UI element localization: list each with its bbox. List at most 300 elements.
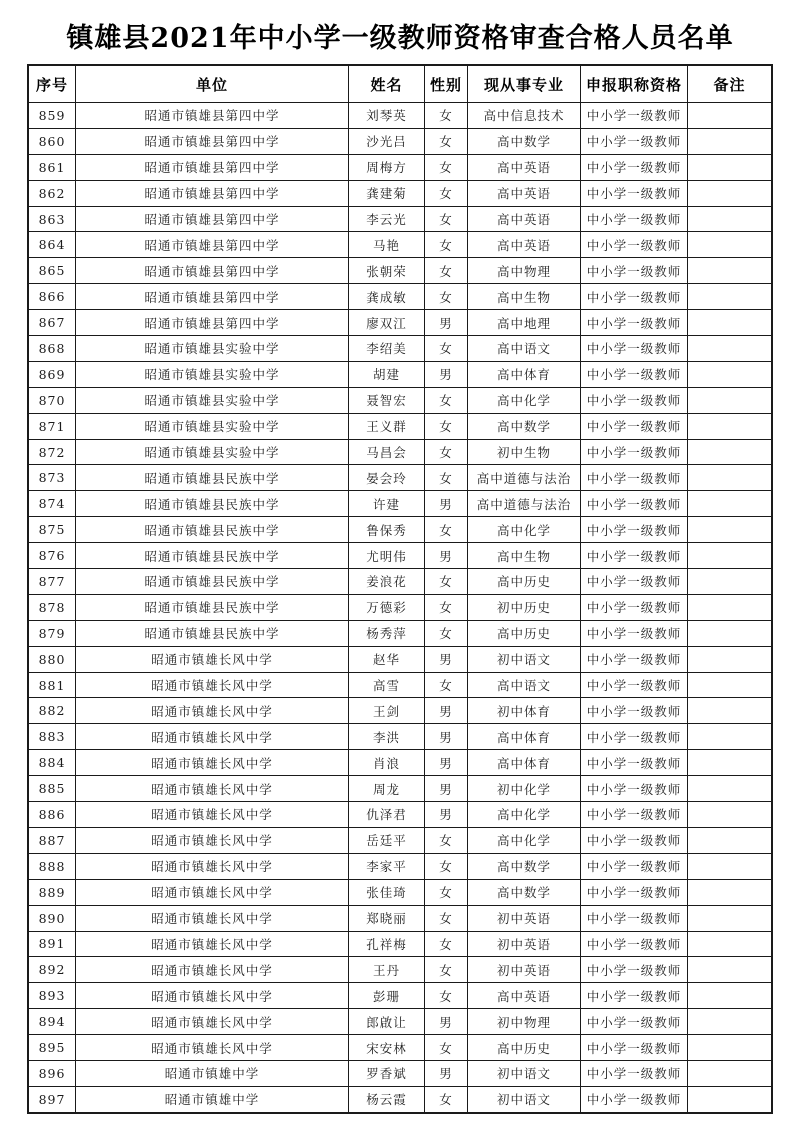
table-row: [28, 336, 772, 362]
table-row: [28, 905, 772, 931]
cell-remark: [688, 931, 773, 957]
cell-major: 高中英语: [468, 232, 581, 258]
cell-remark: [688, 180, 773, 206]
table-row: [28, 284, 772, 310]
cell-title: 中小学一级教师: [581, 465, 688, 491]
cell-unit: 昭通市镇雄县民族中学: [76, 620, 349, 646]
cell-gender: 女: [425, 879, 468, 905]
cell-unit: 昭通市镇雄长风中学: [76, 724, 349, 750]
cell-remark: [688, 387, 773, 413]
cell-unit: 昭通市镇雄县第四中学: [76, 154, 349, 180]
cell-unit: 昭通市镇雄中学: [76, 1060, 349, 1086]
cell-no: 887: [28, 827, 76, 853]
cell-gender: 女: [425, 517, 468, 543]
cell-no: 877: [28, 569, 76, 595]
cell-gender: 女: [425, 387, 468, 413]
cell-gender: 男: [425, 646, 468, 672]
cell-gender: 女: [425, 465, 468, 491]
cell-title: 中小学一级教师: [581, 413, 688, 439]
cell-remark: [688, 413, 773, 439]
cell-no: 878: [28, 594, 76, 620]
cell-title: 中小学一级教师: [581, 387, 688, 413]
cell-gender: 女: [425, 569, 468, 595]
cell-major: 初中生物: [468, 439, 581, 465]
cell-name: 沙光吕: [349, 128, 425, 154]
cell-name: 龚建菊: [349, 180, 425, 206]
cell-title: 中小学一级教师: [581, 698, 688, 724]
cell-name: 张佳琦: [349, 879, 425, 905]
cell-remark: [688, 620, 773, 646]
cell-name: 马艳: [349, 232, 425, 258]
cell-gender: 男: [425, 802, 468, 828]
cell-title: 中小学一级教师: [581, 724, 688, 750]
table-row: [28, 180, 772, 206]
cell-title: 中小学一级教师: [581, 827, 688, 853]
cell-name: 宋安林: [349, 1035, 425, 1061]
cell-remark: [688, 879, 773, 905]
cell-name: 李洪: [349, 724, 425, 750]
cell-name: 姜浪花: [349, 569, 425, 595]
cell-no: 862: [28, 180, 76, 206]
cell-no: 861: [28, 154, 76, 180]
cell-major: 高中化学: [468, 827, 581, 853]
column-header-major: 现从事专业: [468, 65, 581, 103]
table-row: [28, 672, 772, 698]
cell-no: 865: [28, 258, 76, 284]
table-row: [28, 827, 772, 853]
cell-name: 聂智宏: [349, 387, 425, 413]
cell-title: 中小学一级教师: [581, 802, 688, 828]
cell-remark: [688, 517, 773, 543]
cell-gender: 男: [425, 1060, 468, 1086]
cell-remark: [688, 750, 773, 776]
cell-gender: 女: [425, 180, 468, 206]
cell-major: 初中英语: [468, 905, 581, 931]
cell-name: 孔祥梅: [349, 931, 425, 957]
cell-gender: 男: [425, 776, 468, 802]
cell-remark: [688, 1086, 773, 1112]
cell-name: 晏会玲: [349, 465, 425, 491]
cell-major: 初中英语: [468, 957, 581, 983]
cell-remark: [688, 957, 773, 983]
column-header-gender: 性别: [425, 65, 468, 103]
cell-title: 中小学一级教师: [581, 1086, 688, 1112]
cell-major: 高中体育: [468, 724, 581, 750]
cell-unit: 昭通市镇雄县第四中学: [76, 258, 349, 284]
cell-name: 岳廷平: [349, 827, 425, 853]
cell-unit: 昭通市镇雄县第四中学: [76, 284, 349, 310]
cell-major: 高中英语: [468, 180, 581, 206]
cell-remark: [688, 491, 773, 517]
cell-unit: 昭通市镇雄县实验中学: [76, 413, 349, 439]
cell-gender: 女: [425, 103, 468, 129]
cell-title: 中小学一级教师: [581, 1035, 688, 1061]
table-row: [28, 698, 772, 724]
cell-name: 刘琴英: [349, 103, 425, 129]
cell-unit: 昭通市镇雄县第四中学: [76, 103, 349, 129]
cell-no: 872: [28, 439, 76, 465]
cell-gender: 男: [425, 1009, 468, 1035]
page-title: 镇雄县2021年中小学一级教师资格审查合格人员名单: [66, 23, 734, 54]
cell-major: 初中体育: [468, 698, 581, 724]
cell-gender: 男: [425, 750, 468, 776]
cell-title: 中小学一级教师: [581, 957, 688, 983]
cell-title: 中小学一级教师: [581, 931, 688, 957]
table-row: [28, 465, 772, 491]
table-row: [28, 543, 772, 569]
cell-title: 中小学一级教师: [581, 672, 688, 698]
cell-remark: [688, 103, 773, 129]
cell-major: 高中英语: [468, 206, 581, 232]
cell-no: 869: [28, 361, 76, 387]
cell-major: 高中生物: [468, 284, 581, 310]
cell-unit: 昭通市镇雄长风中学: [76, 1009, 349, 1035]
cell-gender: 男: [425, 543, 468, 569]
cell-remark: [688, 853, 773, 879]
cell-title: 中小学一级教师: [581, 284, 688, 310]
cell-major: 高中数学: [468, 128, 581, 154]
cell-name: 高雪: [349, 672, 425, 698]
cell-remark: [688, 232, 773, 258]
cell-unit: 昭通市镇雄长风中学: [76, 776, 349, 802]
cell-name: 马昌会: [349, 439, 425, 465]
cell-major: 高中化学: [468, 517, 581, 543]
cell-unit: 昭通市镇雄长风中学: [76, 879, 349, 905]
table-row: [28, 594, 772, 620]
cell-remark: [688, 983, 773, 1009]
cell-name: 肖浪: [349, 750, 425, 776]
cell-major: 初中物理: [468, 1009, 581, 1035]
table-row: [28, 1035, 772, 1061]
cell-no: 863: [28, 206, 76, 232]
cell-unit: 昭通市镇雄县民族中学: [76, 543, 349, 569]
cell-gender: 女: [425, 931, 468, 957]
cell-no: 875: [28, 517, 76, 543]
cell-no: 884: [28, 750, 76, 776]
cell-unit: 昭通市镇雄长风中学: [76, 698, 349, 724]
cell-major: 高中数学: [468, 413, 581, 439]
cell-name: 李绍美: [349, 336, 425, 362]
cell-unit: 昭通市镇雄长风中学: [76, 905, 349, 931]
table-row: [28, 569, 772, 595]
cell-gender: 女: [425, 620, 468, 646]
cell-unit: 昭通市镇雄县民族中学: [76, 594, 349, 620]
cell-name: 仇泽君: [349, 802, 425, 828]
cell-name: 万德彩: [349, 594, 425, 620]
cell-unit: 昭通市镇雄长风中学: [76, 983, 349, 1009]
cell-major: 高中英语: [468, 154, 581, 180]
column-header-remark: 备注: [688, 65, 773, 103]
cell-unit: 昭通市镇雄县实验中学: [76, 336, 349, 362]
table-row: [28, 439, 772, 465]
cell-title: 中小学一级教师: [581, 517, 688, 543]
cell-gender: 女: [425, 672, 468, 698]
cell-unit: 昭通市镇雄县第四中学: [76, 206, 349, 232]
cell-no: 864: [28, 232, 76, 258]
table-row: [28, 646, 772, 672]
table-row: [28, 387, 772, 413]
cell-major: 高中化学: [468, 802, 581, 828]
cell-major: 高中语文: [468, 672, 581, 698]
cell-no: 894: [28, 1009, 76, 1035]
cell-remark: [688, 827, 773, 853]
cell-gender: 女: [425, 206, 468, 232]
cell-remark: [688, 1060, 773, 1086]
cell-gender: 男: [425, 361, 468, 387]
cell-major: 初中化学: [468, 776, 581, 802]
cell-name: 王剑: [349, 698, 425, 724]
cell-title: 中小学一级教师: [581, 361, 688, 387]
cell-remark: [688, 284, 773, 310]
cell-title: 中小学一级教师: [581, 1009, 688, 1035]
cell-unit: 昭通市镇雄县民族中学: [76, 517, 349, 543]
cell-gender: 女: [425, 983, 468, 1009]
column-header-unit: 单位: [76, 65, 349, 103]
cell-no: 868: [28, 336, 76, 362]
cell-gender: 女: [425, 827, 468, 853]
cell-no: 879: [28, 620, 76, 646]
cell-title: 中小学一级教师: [581, 180, 688, 206]
cell-name: 张朝荣: [349, 258, 425, 284]
cell-remark: [688, 802, 773, 828]
cell-major: 高中语文: [468, 336, 581, 362]
cell-name: 郎啟让: [349, 1009, 425, 1035]
cell-remark: [688, 128, 773, 154]
table-row: [28, 128, 772, 154]
cell-major: 高中数学: [468, 853, 581, 879]
cell-unit: 昭通市镇雄县第四中学: [76, 180, 349, 206]
cell-no: 880: [28, 646, 76, 672]
cell-gender: 女: [425, 258, 468, 284]
cell-gender: 女: [425, 1035, 468, 1061]
cell-gender: 女: [425, 905, 468, 931]
cell-remark: [688, 698, 773, 724]
cell-no: 891: [28, 931, 76, 957]
table-row: [28, 154, 772, 180]
cell-unit: 昭通市镇雄长风中学: [76, 802, 349, 828]
cell-title: 中小学一级教师: [581, 439, 688, 465]
cell-title: 中小学一级教师: [581, 879, 688, 905]
cell-remark: [688, 1035, 773, 1061]
table-row: [28, 1086, 772, 1112]
cell-remark: [688, 724, 773, 750]
cell-title: 中小学一级教师: [581, 569, 688, 595]
cell-no: 870: [28, 387, 76, 413]
cell-no: 866: [28, 284, 76, 310]
cell-major: 高中生物: [468, 543, 581, 569]
cell-remark: [688, 672, 773, 698]
cell-no: 886: [28, 802, 76, 828]
cell-gender: 男: [425, 310, 468, 336]
cell-no: 889: [28, 879, 76, 905]
cell-title: 中小学一级教师: [581, 206, 688, 232]
table-row: [28, 983, 772, 1009]
cell-title: 中小学一级教师: [581, 258, 688, 284]
cell-no: 882: [28, 698, 76, 724]
cell-gender: 女: [425, 413, 468, 439]
cell-name: 彭珊: [349, 983, 425, 1009]
table-row: [28, 206, 772, 232]
cell-no: 893: [28, 983, 76, 1009]
cell-major: 高中信息技术: [468, 103, 581, 129]
cell-gender: 男: [425, 491, 468, 517]
cell-unit: 昭通市镇雄县民族中学: [76, 569, 349, 595]
cell-remark: [688, 439, 773, 465]
cell-gender: 女: [425, 232, 468, 258]
cell-major: 高中数学: [468, 879, 581, 905]
column-header-name: 姓名: [349, 65, 425, 103]
cell-major: 初中历史: [468, 594, 581, 620]
cell-unit: 昭通市镇雄长风中学: [76, 931, 349, 957]
cell-gender: 男: [425, 724, 468, 750]
cell-name: 赵华: [349, 646, 425, 672]
cell-remark: [688, 336, 773, 362]
cell-title: 中小学一级教师: [581, 232, 688, 258]
cell-no: 881: [28, 672, 76, 698]
cell-name: 杨秀萍: [349, 620, 425, 646]
column-header-title: 申报职称资格: [581, 65, 688, 103]
cell-major: 高中体育: [468, 750, 581, 776]
table-row: [28, 750, 772, 776]
cell-title: 中小学一级教师: [581, 128, 688, 154]
cell-unit: 昭通市镇雄县第四中学: [76, 310, 349, 336]
cell-gender: 女: [425, 336, 468, 362]
cell-no: 883: [28, 724, 76, 750]
cell-unit: 昭通市镇雄县第四中学: [76, 232, 349, 258]
cell-major: 初中语文: [468, 1060, 581, 1086]
cell-title: 中小学一级教师: [581, 905, 688, 931]
table-row: [28, 491, 772, 517]
cell-remark: [688, 361, 773, 387]
cell-major: 高中道德与法治: [468, 491, 581, 517]
cell-title: 中小学一级教师: [581, 983, 688, 1009]
cell-unit: 昭通市镇雄长风中学: [76, 957, 349, 983]
cell-title: 中小学一级教师: [581, 1060, 688, 1086]
cell-name: 鲁保秀: [349, 517, 425, 543]
table-row: [28, 103, 772, 129]
roster-table: [27, 64, 773, 1114]
cell-major: 高中历史: [468, 620, 581, 646]
cell-no: 873: [28, 465, 76, 491]
cell-name: 周龙: [349, 776, 425, 802]
table-row: [28, 232, 772, 258]
cell-title: 中小学一级教师: [581, 103, 688, 129]
cell-gender: 女: [425, 1086, 468, 1112]
cell-title: 中小学一级教师: [581, 594, 688, 620]
cell-gender: 女: [425, 853, 468, 879]
cell-remark: [688, 1009, 773, 1035]
cell-no: 885: [28, 776, 76, 802]
table-row: [28, 620, 772, 646]
cell-major: 高中物理: [468, 258, 581, 284]
table-row: [28, 258, 772, 284]
cell-gender: 女: [425, 284, 468, 310]
cell-major: 高中体育: [468, 361, 581, 387]
cell-name: 李家平: [349, 853, 425, 879]
cell-name: 郑晓丽: [349, 905, 425, 931]
cell-title: 中小学一级教师: [581, 543, 688, 569]
table-body: [28, 103, 772, 1113]
cell-name: 尤明伟: [349, 543, 425, 569]
cell-no: 876: [28, 543, 76, 569]
cell-gender: 女: [425, 594, 468, 620]
cell-remark: [688, 543, 773, 569]
cell-gender: 女: [425, 957, 468, 983]
cell-major: 高中道德与法治: [468, 465, 581, 491]
cell-name: 王义群: [349, 413, 425, 439]
cell-name: 李云光: [349, 206, 425, 232]
table-row: [28, 957, 772, 983]
cell-title: 中小学一级教师: [581, 853, 688, 879]
cell-title: 中小学一级教师: [581, 491, 688, 517]
cell-gender: 女: [425, 439, 468, 465]
cell-major: 高中地理: [468, 310, 581, 336]
table-header: [28, 65, 772, 103]
cell-unit: 昭通市镇雄中学: [76, 1086, 349, 1112]
table-row: [28, 413, 772, 439]
cell-title: 中小学一级教师: [581, 336, 688, 362]
table-row: [28, 310, 772, 336]
table-header-row: [28, 65, 772, 103]
table-row: [28, 1009, 772, 1035]
cell-title: 中小学一级教师: [581, 154, 688, 180]
cell-major: 高中化学: [468, 387, 581, 413]
cell-no: 867: [28, 310, 76, 336]
cell-title: 中小学一级教师: [581, 750, 688, 776]
cell-no: 897: [28, 1086, 76, 1112]
cell-remark: [688, 154, 773, 180]
cell-no: 888: [28, 853, 76, 879]
table-row: [28, 879, 772, 905]
cell-gender: 女: [425, 154, 468, 180]
table-row: [28, 361, 772, 387]
cell-unit: 昭通市镇雄县民族中学: [76, 491, 349, 517]
cell-no: 874: [28, 491, 76, 517]
cell-name: 廖双江: [349, 310, 425, 336]
cell-major: 高中英语: [468, 983, 581, 1009]
cell-name: 许建: [349, 491, 425, 517]
cell-remark: [688, 646, 773, 672]
cell-unit: 昭通市镇雄长风中学: [76, 827, 349, 853]
cell-remark: [688, 569, 773, 595]
cell-gender: 女: [425, 128, 468, 154]
column-header-no: 序号: [28, 65, 76, 103]
cell-unit: 昭通市镇雄县实验中学: [76, 387, 349, 413]
cell-name: 杨云霞: [349, 1086, 425, 1112]
cell-title: 中小学一级教师: [581, 310, 688, 336]
cell-remark: [688, 776, 773, 802]
cell-no: 859: [28, 103, 76, 129]
table-row: [28, 724, 772, 750]
cell-no: 896: [28, 1060, 76, 1086]
cell-unit: 昭通市镇雄长风中学: [76, 853, 349, 879]
cell-gender: 男: [425, 698, 468, 724]
cell-major: 初中英语: [468, 931, 581, 957]
cell-name: 周梅方: [349, 154, 425, 180]
table-row: [28, 1060, 772, 1086]
cell-unit: 昭通市镇雄长风中学: [76, 672, 349, 698]
cell-title: 中小学一级教师: [581, 646, 688, 672]
cell-no: 871: [28, 413, 76, 439]
cell-title: 中小学一级教师: [581, 620, 688, 646]
cell-remark: [688, 310, 773, 336]
cell-title: 中小学一级教师: [581, 776, 688, 802]
cell-no: 860: [28, 128, 76, 154]
cell-major: 高中历史: [468, 569, 581, 595]
cell-unit: 昭通市镇雄长风中学: [76, 750, 349, 776]
cell-name: 王丹: [349, 957, 425, 983]
cell-unit: 昭通市镇雄县实验中学: [76, 439, 349, 465]
